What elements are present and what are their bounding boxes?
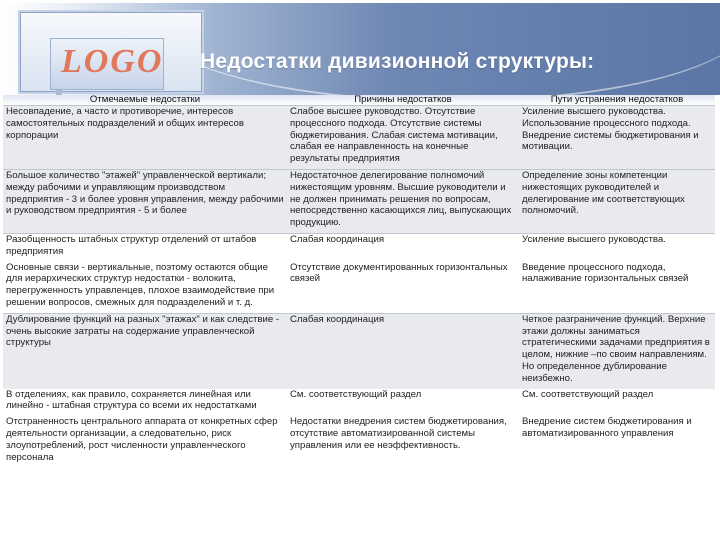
- cell-deficiency: Основные связи - вертикальные, поэтому остаются общие для иерархических структур недостатки - волокита, перегруженность управленцев, плохое взаимодействие при решении вопросов, смежных для подразделений и т. д.: [6, 261, 275, 308]
- table-row: [3, 233, 715, 261]
- deficiencies-table: [3, 95, 715, 467]
- table-row: [3, 106, 715, 170]
- cell-deficiency: Разобщенность штабных структур отделений от штабов предприятия: [3, 233, 287, 261]
- table-row: [3, 313, 715, 388]
- table-row: [3, 169, 715, 233]
- cell-cause: Слабая координация: [287, 313, 519, 388]
- cell-remedy: Четкое разграничение функций. Верхние этажи должны заниматься стратегическими задачами предприятия в целом, нижние –по своим направлениям. Но определенное дублирование неизбежно.: [519, 313, 715, 388]
- cell-remedy: Усиление высшего руководства.: [519, 233, 715, 261]
- cell-cause: См. соответствующий раздел: [290, 388, 422, 400]
- cell-deficiency: В отделениях, как правило, сохраняется линейная или линейно - штабная структура со всеми их недостатками: [6, 388, 257, 412]
- cell-remedy: Внедрение систем бюджетирования и автоматизированного управления: [522, 416, 692, 439]
- cell-cause: Слабая координация: [287, 233, 519, 261]
- cell-remedy: Определение зоны компетенции нижестоящих руководителей и делегирование им соответствующих полномочий.: [519, 169, 715, 233]
- cell-deficiency: Отстраненность центрального аппарата от конкретных сфер деятельности организации, а следовательно, риск злоупотреблений, рост численности управленческого персонала: [6, 416, 278, 463]
- cell-remedy: См. соответствующий раздел: [522, 388, 654, 400]
- logo-billboard: [18, 10, 204, 94]
- cell-cause: Отсутствие документированных горизонтальных связей: [290, 261, 508, 285]
- cell-remedy: Введение процессного подхода, налаживание горизонтальных связей: [522, 261, 689, 285]
- cell-remedy: Усиление высшего руководства. Использование процессного подхода. Внедрение системы бюджетирования и мотивации.: [519, 106, 715, 170]
- page-title: Недостатки дивизионной структуры:: [200, 50, 595, 73]
- cell-cause: Недостатки внедрения систем бюджетирования, отсутствие автоматизированной системы управления или ее неэффективность.: [290, 416, 507, 451]
- logo: LOGO: [61, 43, 164, 80]
- table-row: [3, 262, 715, 314]
- column-header-causes: Причины недостатков: [287, 95, 519, 106]
- table-row: [3, 416, 715, 467]
- column-header-remedies: Пути устранения недостатков: [519, 95, 715, 106]
- logo-box: [50, 38, 164, 90]
- header-banner: [0, 0, 720, 95]
- table-header-row: [3, 95, 715, 106]
- cell-deficiency: Дублирование функций на разных "этажах" и как следствие - очень высокие затраты на содержание управленческой структуры: [3, 313, 287, 388]
- cell-deficiency: Большое количество "этажей" управленческой вертикали; между рабочими и управляющим производством предприятия - 3 и более уровня управления, между рабочими и руководством предприятия - 5 и более: [3, 169, 287, 233]
- cell-deficiency: Несовпадение, а часто и противоречие, интересов самостоятельных подразделений и общих интересов корпорации: [3, 106, 287, 170]
- cell-cause: Недостаточное делегирование полномочий нижестоящим уровням. Высшие руководители и не должен принимать решения по вопросам, непосредственно касающихся лиц, выпускающих продукцию.: [287, 169, 519, 233]
- cell-cause: Слабое высшее руководство. Отсутствие процессного подхода. Отсутствие системы бюджетирования. Слабая система мотивации, слабая ее направленность на конечные результаты предприятия: [287, 106, 519, 170]
- column-header-deficiencies: Отмечаемые недостатки: [3, 95, 287, 106]
- table-row: [3, 389, 715, 417]
